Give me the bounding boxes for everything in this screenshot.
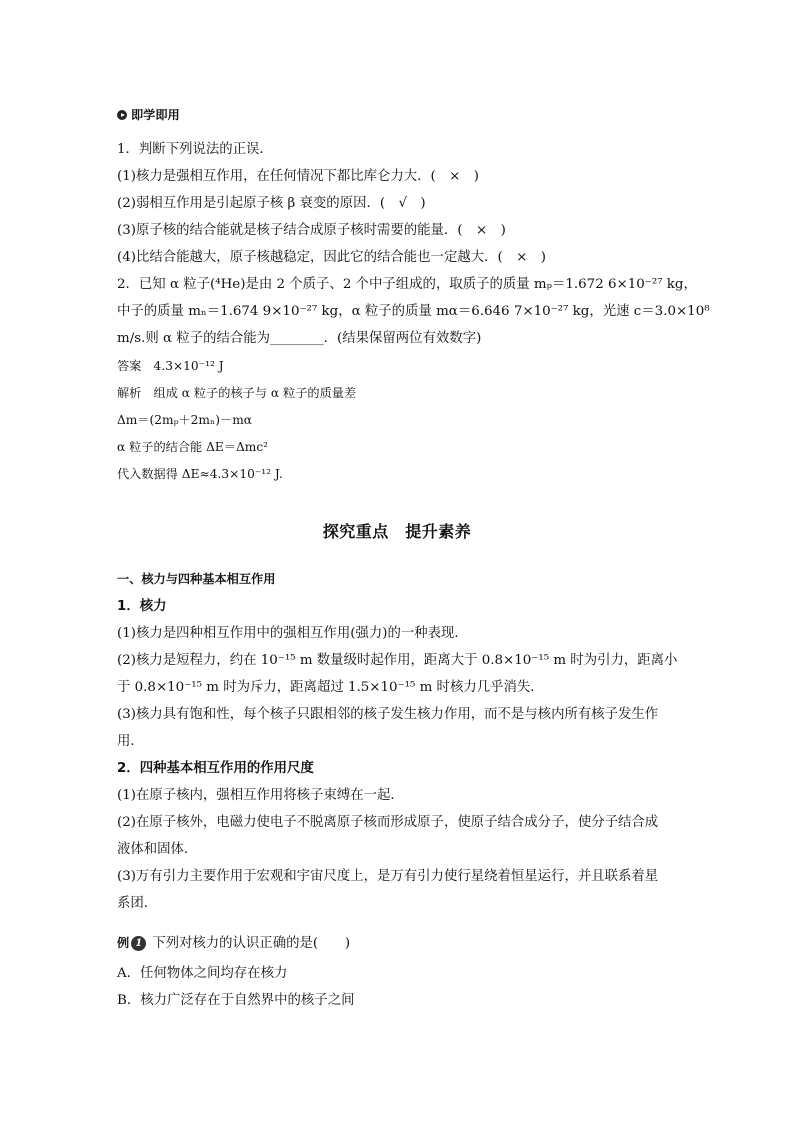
statement-2: (2)弱相互作用是引起原子核 β 衰变的原因．( √ )	[117, 196, 426, 211]
topic-1-title: 1．核力	[117, 599, 167, 614]
option-a: A．任何物体之间均存在核力	[117, 966, 288, 981]
topic-2-title: 2．四种基本相互作用的作用尺度	[117, 761, 314, 776]
topic-2-point-3a: (3)万有引力主要作用于宏观和宇宙尺度上，是万有引力使行星绕着恒星运行，并且联系着星	[117, 869, 659, 884]
topic-2-point-1: (1)在原子核内，强相互作用将核子束缚在一起．	[117, 788, 404, 803]
example-number-badge: 1	[131, 936, 146, 951]
topic-1-point-2b: 于 0.8×10⁻¹⁵ m 时为斥力，距离超过 1.5×10⁻¹⁵ m 时核力几乎消失．	[117, 680, 544, 695]
topic-1-point-3a: (3)核力具有饱和性，每个核子只跟相邻的核子发生核力作用，而不是与核内所有核子发生作	[117, 707, 659, 722]
answer: 答案 4.3×10⁻¹² J	[117, 359, 224, 373]
question-1: 1．判断下列说法的正误．	[117, 142, 273, 157]
topic-1-point-3b: 用．	[117, 734, 144, 749]
statement-4: (4)比结合能越大，原子核越稳定，因此它的结合能也一定越大．( × )	[117, 250, 546, 265]
analysis-line-4: 代入数据得 ΔE≈4.3×10⁻¹² J.	[117, 467, 283, 481]
topic-2-point-2b: 液体和固体．	[117, 842, 198, 857]
subsection-title: 一、核力与四种基本相互作用	[117, 572, 276, 586]
question-2-line-1: 2．已知 α 粒子(⁴He)是由 2 个质子、2 个中子组成的，取质子的质量 mₚ＝1.672 6×10⁻²⁷ kg，	[117, 277, 697, 292]
play-circle-icon	[117, 110, 127, 120]
section-label: 即学即用	[117, 106, 180, 124]
analysis-line-3: α 粒子的结合能 ΔE＝Δmc²	[117, 440, 269, 454]
option-b: B．核力广泛存在于自然界中的核子之间	[117, 993, 355, 1008]
analysis-line-1: 解析 组成 α 粒子的核子与 α 粒子的质量差	[117, 386, 357, 400]
topic-1-point-2a: (2)核力是短程力，约在 10⁻¹⁵ m 数量级时起作用，距离大于 0.8×10⁻¹⁵ m 时为引力，距离小	[117, 653, 678, 668]
topic-1-point-1: (1)核力是四种相互作用中的强相互作用(强力)的一种表现．	[117, 626, 468, 641]
section-heading: 探究重点 提升素养	[322, 522, 472, 541]
topic-2-point-2a: (2)在原子核外，电磁力使电子不脱离原子核而形成原子，使原子结合成分子，使分子结合成	[117, 815, 659, 830]
question-2-line-3: m/s.则 α 粒子的结合能为________．(结果保留两位有效数字)	[117, 331, 482, 346]
analysis-line-2: Δm＝(2mₚ＋2mₙ)－mα	[117, 413, 252, 427]
topic-2-point-3b: 系团．	[117, 896, 158, 911]
example-question	[117, 934, 350, 953]
statement-1: (1)核力是强相互作用，在任何情况下都比库仑力大．( × )	[117, 169, 480, 184]
example-stem: 下列对核力的认识正确的是( )	[152, 936, 351, 951]
statement-3: (3)原子核的结合能就是核子结合成原子核时需要的能量．( × )	[117, 223, 506, 238]
example-label: 例	[117, 936, 130, 950]
question-2-line-2: 中子的质量 mₙ＝1.674 9×10⁻²⁷ kg，α 粒子的质量 mα＝6.646 7×10⁻²⁷ kg，光速 c＝3.0×10⁸	[117, 304, 710, 319]
